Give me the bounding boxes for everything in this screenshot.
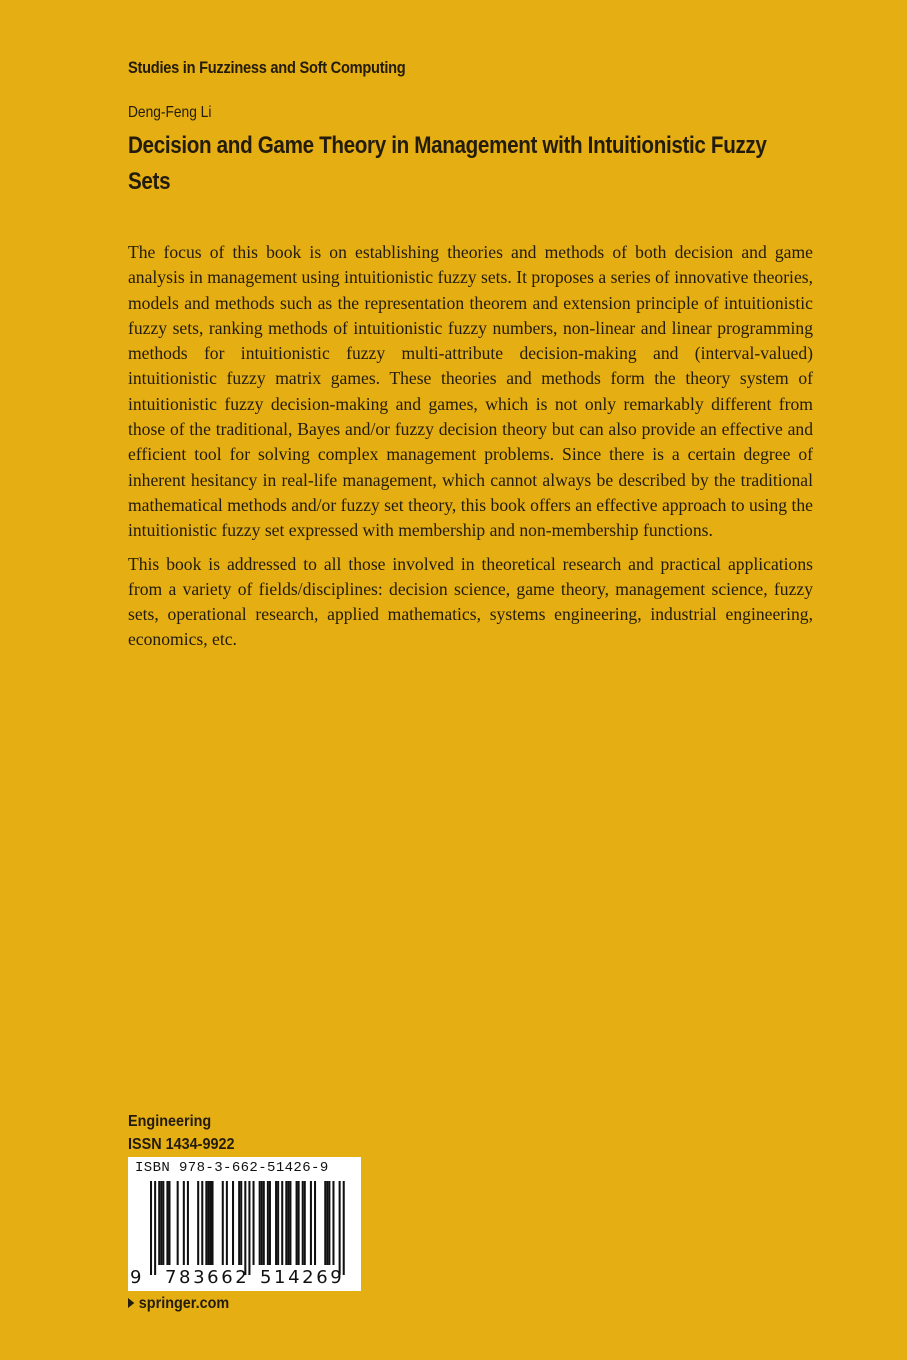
barcode-bar bbox=[207, 1181, 209, 1265]
barcode-bar bbox=[232, 1181, 234, 1265]
barcode-bar bbox=[304, 1181, 306, 1265]
barcode-bar bbox=[253, 1181, 255, 1265]
publisher-url: springer.com bbox=[138, 1295, 230, 1312]
barcode-bar bbox=[205, 1181, 207, 1265]
barcode-bar bbox=[150, 1181, 152, 1275]
barcode-bar bbox=[197, 1181, 199, 1265]
barcode-bar bbox=[314, 1181, 316, 1265]
publisher-link[interactable] bbox=[128, 1295, 229, 1313]
barcode-bar bbox=[248, 1181, 250, 1275]
ean-right-digits: 514269 bbox=[260, 1267, 345, 1288]
arrow-right-icon bbox=[128, 1298, 134, 1308]
barcode-bar bbox=[343, 1181, 345, 1275]
barcode-bar bbox=[177, 1181, 179, 1265]
barcode-bar bbox=[281, 1181, 283, 1265]
barcode-bar bbox=[332, 1181, 334, 1265]
barcode-bar bbox=[240, 1181, 242, 1265]
barcode-bar bbox=[226, 1181, 228, 1265]
blurb-paragraph: The focus of this book is on establishing theories and methods of both decision and game analysis in management using intuitionistic fuzzy sets. It proposes a series of innovative theories, models and methods such as the representation theorem and extension principle of intuitionistic fuzzy sets, ranking methods of intuitionistic fuzzy numbers, non-linear and linear programming methods for intuitionistic fuzzy multi-attribute decision-making and (interval-valued) intuitionistic fuzzy matrix games. These theories and methods form the theory system of intuitionistic fuzzy decision-making and games, which is not only remarkably different from those of the traditional, Bayes and/or fuzzy decision theory but can also provide an effective and efficient tool for solving complex management problems. Since there is a certain degree of inherent hesitancy in real-life management, which cannot always be described by the traditional mathematical methods and/or fuzzy set theory, this book offers an effective approach to using the intuitionistic fuzzy set expressed with membership and non-membership functions. bbox=[128, 242, 813, 541]
isbn-number: ISBN 978-3-662-51426-9 bbox=[135, 1160, 329, 1176]
book-title: Decision and Game Theory in Management with Intuitionistic Fuzzy Sets bbox=[128, 132, 767, 195]
barcode-bar bbox=[168, 1181, 170, 1265]
barcode-bar bbox=[269, 1181, 271, 1265]
barcode-bar bbox=[244, 1181, 246, 1275]
barcode-bar bbox=[339, 1181, 341, 1275]
barcode-bar bbox=[160, 1181, 162, 1265]
subject-block bbox=[128, 1110, 234, 1156]
ean-left-digits: 783662 bbox=[165, 1267, 250, 1288]
barcode-bar bbox=[162, 1181, 164, 1265]
barcode-bar bbox=[222, 1181, 224, 1265]
blurb-paragraph: This book is addressed to all those involved in theoretical research and practical applications from a variety of fields/disciplines: decision science, game theory, management science, fuzzy sets, operational research, applied mathematics, systems engineering, industrial engineering, economics, etc. bbox=[128, 553, 813, 650]
barcode-bar bbox=[328, 1181, 330, 1265]
barcode-bar bbox=[289, 1181, 291, 1265]
barcode-bar bbox=[238, 1181, 240, 1265]
barcode-bar bbox=[154, 1181, 156, 1275]
barcode-bar bbox=[287, 1181, 289, 1265]
barcode-label bbox=[128, 1157, 361, 1291]
barcode-bar bbox=[261, 1181, 263, 1265]
barcode-bar bbox=[326, 1181, 328, 1265]
barcode-bar bbox=[187, 1181, 189, 1265]
barcode-bar bbox=[201, 1181, 203, 1265]
ean-first-digit: 9 bbox=[130, 1267, 142, 1288]
barcode-bar bbox=[267, 1181, 269, 1265]
barcode-bar bbox=[324, 1181, 326, 1265]
author-name: Deng-Feng Li bbox=[128, 104, 212, 121]
barcode-bar bbox=[263, 1181, 265, 1265]
barcode-bar bbox=[302, 1181, 304, 1265]
barcode-bar bbox=[275, 1181, 277, 1265]
barcode-bar bbox=[166, 1181, 168, 1265]
barcode-bar bbox=[310, 1181, 312, 1265]
barcode-bar bbox=[296, 1181, 298, 1265]
barcode-bar bbox=[158, 1181, 160, 1265]
barcode-bar bbox=[209, 1181, 211, 1265]
series-title: Studies in Fuzziness and Soft Computing bbox=[128, 58, 406, 77]
barcode-bar bbox=[285, 1181, 287, 1265]
barcode-bar bbox=[212, 1181, 214, 1265]
subject-category: Engineering bbox=[128, 1113, 212, 1130]
barcode-bar bbox=[183, 1181, 185, 1265]
barcode-bar bbox=[298, 1181, 300, 1265]
blurb bbox=[128, 240, 813, 661]
barcode-bar bbox=[259, 1181, 261, 1265]
barcode-bar bbox=[277, 1181, 279, 1265]
issn: ISSN 1434-9922 bbox=[128, 1136, 235, 1153]
